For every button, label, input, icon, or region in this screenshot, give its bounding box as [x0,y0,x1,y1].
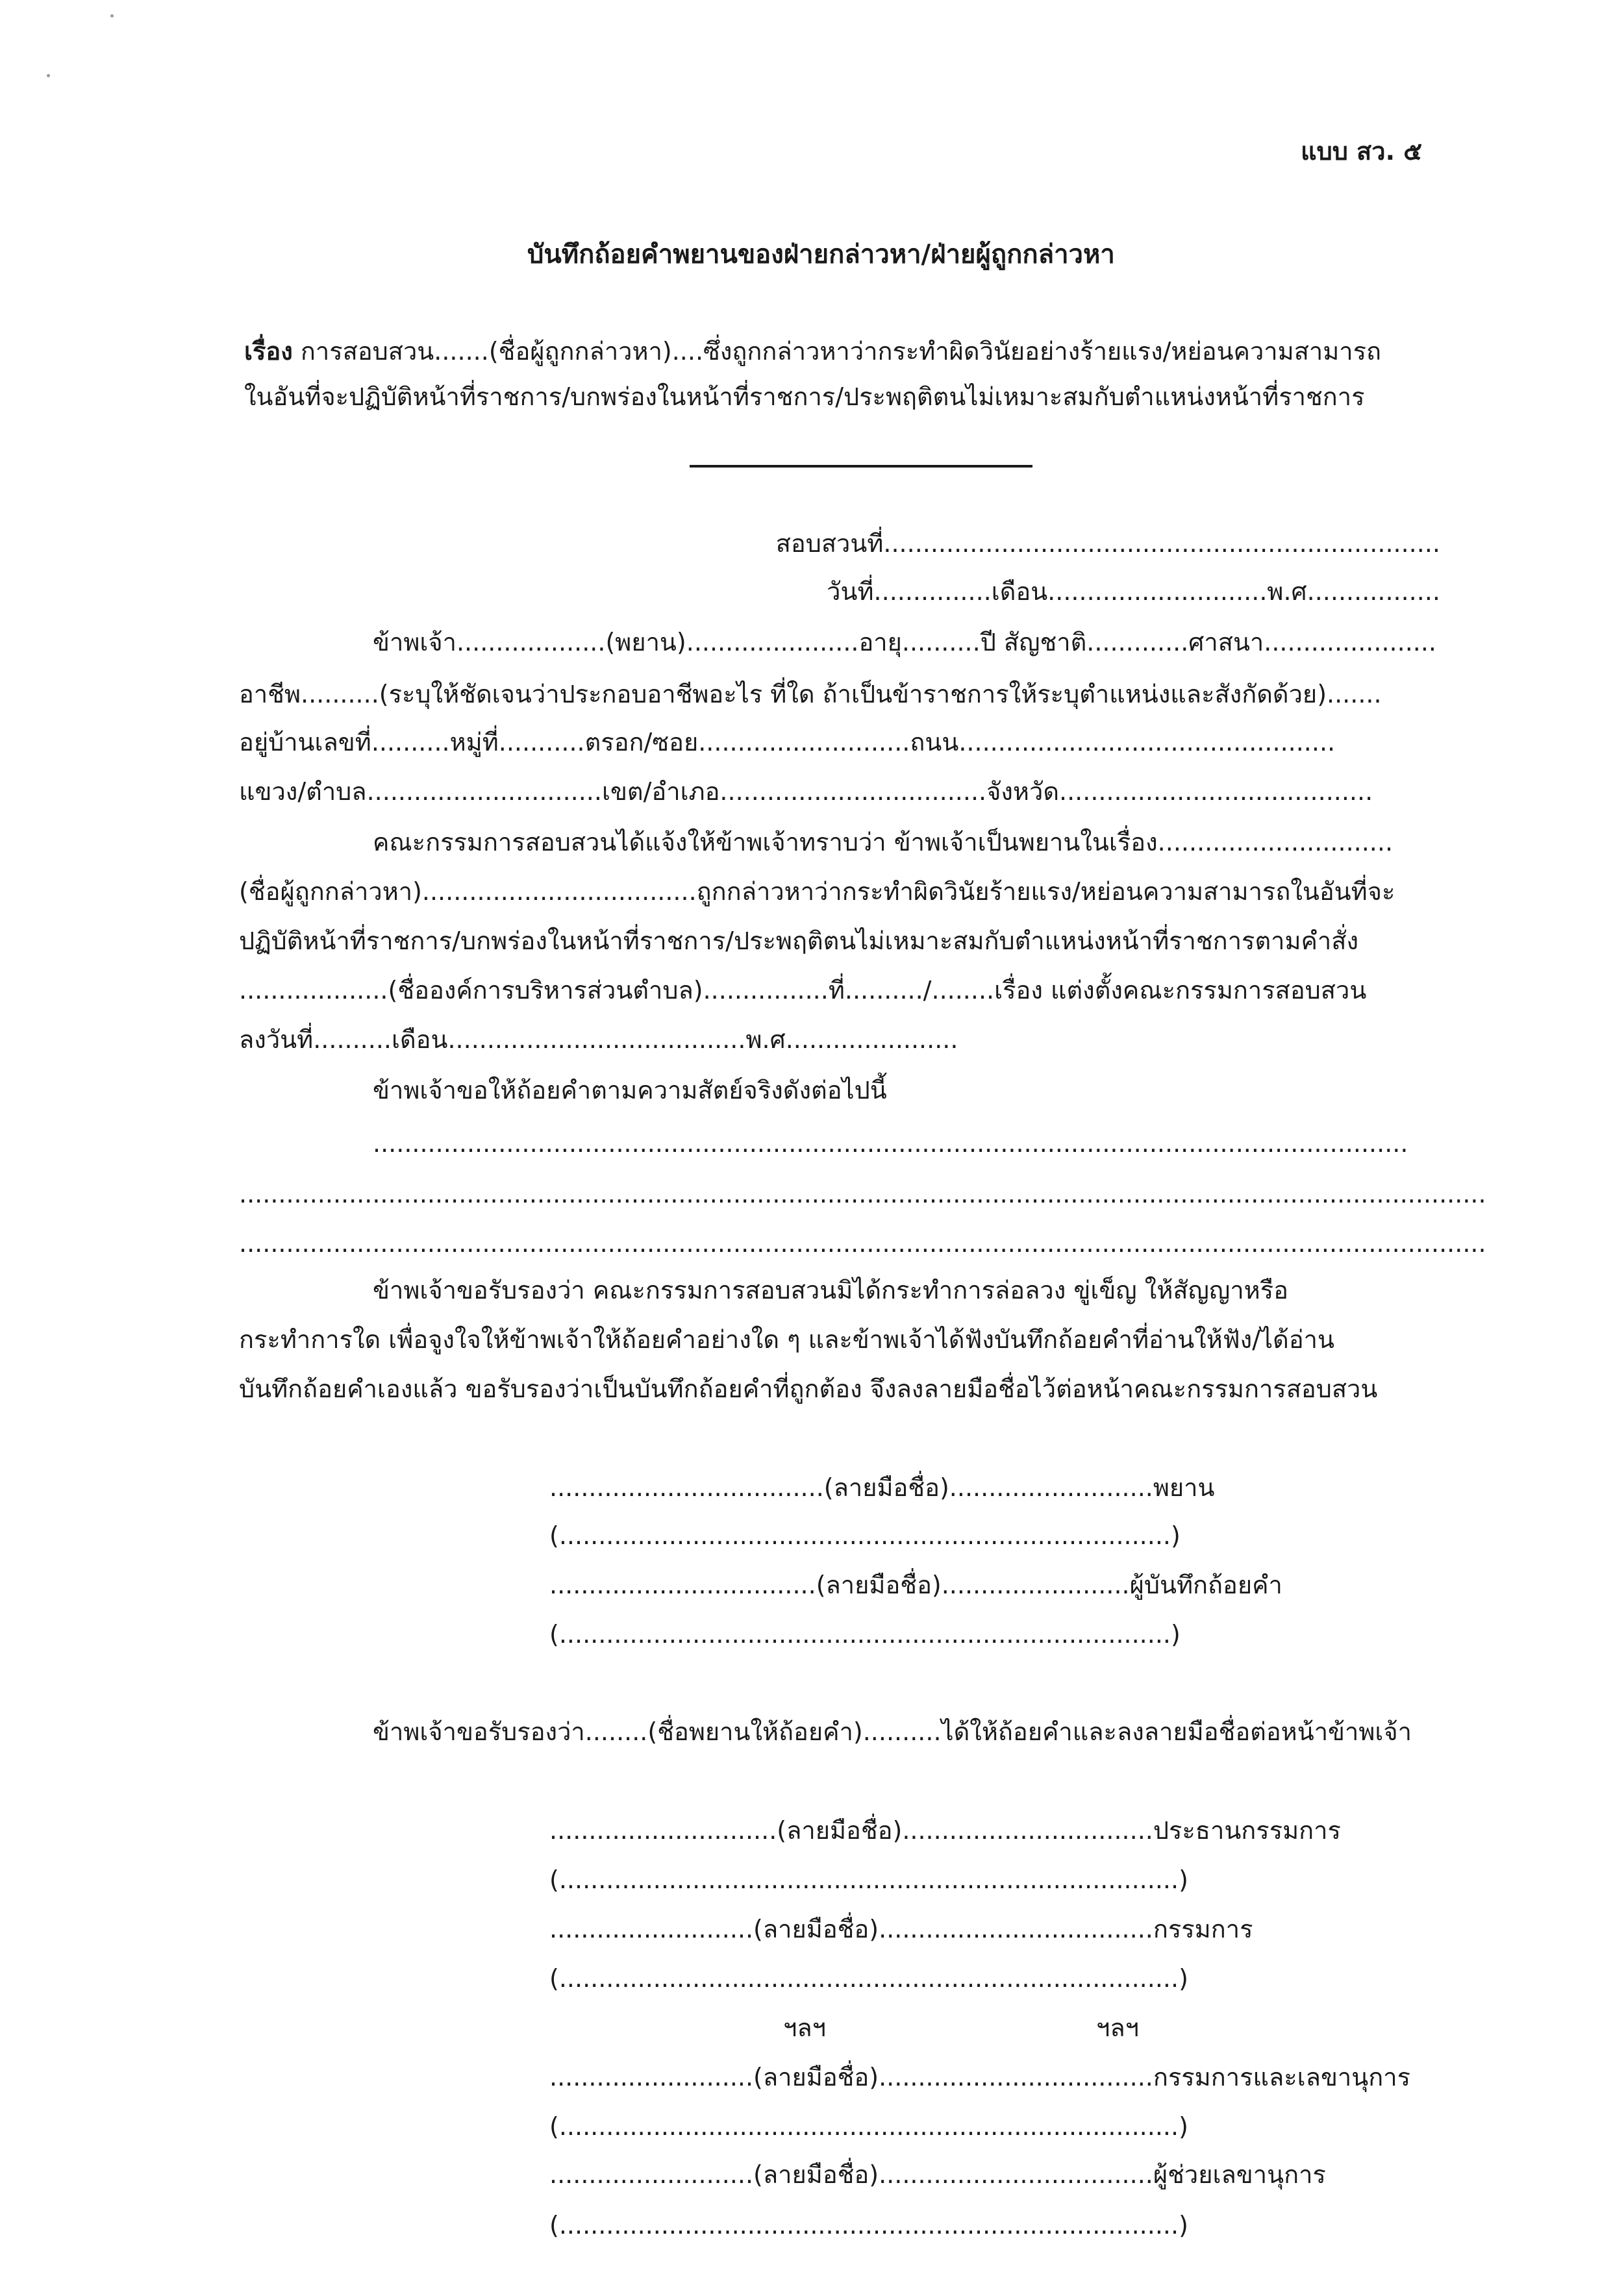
signature-line-assistant-secretary: ..........................(ลายมือชื่อ)...................................ผู้ช่วยเลขานุการ [549,2160,1326,2189]
title-divider [690,465,1032,468]
subject-line-2: ในอันที่จะปฏิบัติหน้าที่ราชการ/บกพร่องในหน้าที่ราชการ/ประพฤติตนไม่เหมาะสมกับตำแหน่งหน้าที่ราชการ [244,382,1365,411]
signature-name-line: (...............................................................................) [549,1866,1188,1894]
scan-speck [110,14,114,18]
certification-line: กระทำการใด เพื่อจูงใจให้ข้าพเจ้าให้ถ้อยคำอย่างใด ๆ และข้าพเจ้าได้ฟังบันทึกถ้อยคำที่อ่านให้ฟัง/ได้อ่าน [239,1325,1334,1354]
signature-name-line: (..............................................................................) [549,1521,1181,1550]
notice-line: คณะกรรมการสอบสวนได้แจ้งให้ข้าพเจ้าทราบว่า ข้าพเจ้าเป็นพยานในเรื่อง.............................. [373,828,1394,856]
signature-name-line: (...............................................................................) [549,2112,1188,2141]
witness-info-line: อยู่บ้านเลขที่..........หมู่ที่...........ตรอก/ซอย...........................ถนน................................................ [239,728,1336,756]
certification-line: บันทึกถ้อยคำเองแล้ว ขอรับรองว่าเป็นบันทึกถ้อยคำที่ถูกต้อง จึงลงลายมือชื่อไว้ต่อหน้าคณะกรรมการสอบสวน [239,1375,1378,1403]
signature-name-line: (...............................................................................) [549,1964,1188,1993]
signature-name-line: (...............................................................................) [549,2211,1188,2240]
statement-line: .................................................................................................................................... [373,1129,1408,1158]
signature-line-secretary: ..........................(ลายมือชื่อ)...................................กรรมการและเลขานุการ [549,2063,1410,2091]
form-code: แบบ สว. ๕ [1301,137,1422,166]
subject-text-1: การสอบสวน.......(ชื่อผู้ถูกกล่าวหา)....ซึ่งถูกกล่าวหาว่ากระทำผิดวินัยอย่างร้ายแรง/หย่อนความสามารถ [300,337,1382,366]
etc-mark: ฯลฯ [783,2014,826,2042]
page-title: บันทึกถ้อยคำพยานของฝ่ายกล่าวหา/ฝ่ายผู้ถูกกล่าวหา [527,240,1115,269]
signature-name-line: (..............................................................................) [549,1620,1181,1649]
signature-line-chairman: .............................(ลายมือชื่อ)................................ประธานกรรมการ [549,1816,1341,1845]
inquiry-place-field: สอบสวนที่....................................................................... [775,529,1440,558]
statement-line: ............................................................................................................................................................... [239,1229,1486,1258]
witness-info-line: แขวง/ตำบล..............................เขต/อำเภอ..................................จังหวัด........................................ [239,777,1373,806]
signature-line-witness: ...................................(ลายมือชื่อ)..........................พยาน [549,1473,1215,1502]
witness-info-line: ข้าพเจ้า...................(พยาน)......................อายุ..........ปี สัญชาติ.............ศาสนา...................... [373,628,1437,656]
notice-line: ...................(ชื่อองค์การบริหารส่วนตำบล)................ที่........../........เรื่อง แต่งตั้งคณะกรรมการสอบสวน [239,976,1367,1004]
subject-label: เรื่อง [244,337,293,366]
signature-line-member: ..........................(ลายมือชื่อ)...................................กรรมการ [549,1915,1253,1943]
witness-info-line: อาชีพ..........(ระบุให้ชัดเจนว่าประกอบอาชีพอะไร ที่ใด ถ้าเป็นข้าราชการให้ระบุตำแหน่งและสังกัดด้วย)....... [239,680,1382,708]
notice-line: (ชื่อผู้ถูกกล่าวหา)...................................ถูกกล่าวหาว่ากระทำผิดวินัยร้ายแรง/หย่อนความสามารถในอันที่จะ [239,877,1395,906]
scan-speck [47,74,50,77]
signature-line-recorder: ..................................(ลายมือชื่อ)........................ผู้บันทึกถ้อยคำ [549,1571,1282,1599]
statement-line: ............................................................................................................................................................... [239,1180,1486,1208]
notice-line: ลงวันที่..........เดือน......................................พ.ศ...................... [239,1025,958,1054]
notice-line: ปฏิบัติหน้าที่ราชการ/บกพร่องในหน้าที่ราชการ/ประพฤติตนไม่เหมาะสมกับตำแหน่งหน้าที่ราชการตามคำสั่ง [239,927,1359,955]
statement-intro: ข้าพเจ้าขอให้ถ้อยคำตามความสัตย์จริงดังต่อไปนี้ [373,1076,887,1104]
date-field: วันที่...............เดือน............................พ.ศ................. [827,577,1440,606]
subject-line-1 [244,339,1381,364]
witness-certification: ข้าพเจ้าขอรับรองว่า........(ชื่อพยานให้ถ้อยคำ)..........ได้ให้ถ้อยคำและลงลายมือชื่อต่อหน้าข้าพเจ้า [373,1717,1412,1746]
certification-line: ข้าพเจ้าขอรับรองว่า คณะกรรมการสอบสวนมิได้กระทำการล่อลวง ขู่เข็ญ ให้สัญญาหรือ [373,1276,1288,1304]
etc-mark: ฯลฯ [1096,2014,1139,2042]
